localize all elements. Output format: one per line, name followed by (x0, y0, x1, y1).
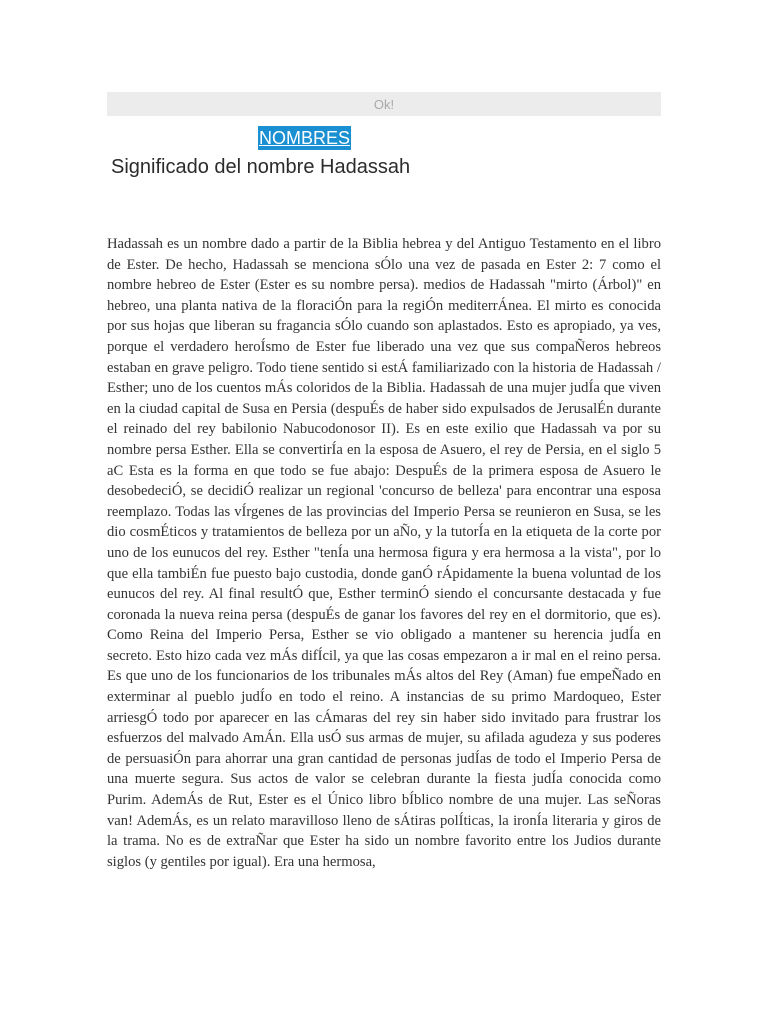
page-title: Significado del nombre Hadassah (111, 156, 411, 178)
ok-button[interactable]: Ok! (373, 96, 395, 112)
ok-banner (107, 92, 661, 116)
category-link-nombres[interactable]: NOMBRES (259, 128, 351, 148)
article-body: Hadassah es un nombre dado a partir de la Biblia hebrea y del Antiguo Testamento en el libro de Ester. De hecho, Hadassah se menciona sÓlo una vez de pasada en Ester 2: 7 como el nombre hebreo de Ester (Ester es su nombre persa). medios de Hadassah "mirto (Árbol)" en hebreo, una planta nativa de la floraciÓn para la regiÓn mediterrÁnea. El mirto es conocida por sus hojas que liberan su fragancia sÓlo cuando son aplastados. Esto es apropiado, ya ves, porque el verdadero heroÍsmo de Ester fue liberado una vez que sus compaÑeros hebreos estaban en grave peligro. Todo tiene sentido si estÁ familiarizado con la historia de Hadassah / Esther; uno de los cuentos mÁs coloridos de la Biblia. Hadassah de una mujer judÍa que viven en la ciudad capital de Susa en Persia (despuÉs de haber sido expulsados de JerusalÉn durante el reinado del rey babilonio Nabucodonosor II). Es en este exilio que Hadassah va por su nombre persa Esther. Ella se convertirÍa en la esposa de Asuero, el rey de Persia, en el siglo 5 aC Esta es la forma en que todo se fue abajo: DespuÉs de la primera esposa de Asuero le desobedeciÓ, se decidiÓ realizar un regional 'concurso de belleza' para encontrar una esposa reemplazo. Todas las vÍrgenes de las provincias del Imperio Persa se reunieron en Susa, se les dio cosmÉticos y tratamientos de belleza por un aÑo, y la tutorÍa en la etiqueta de la corte por uno de los eunucos del rey. Esther "tenÍa una hermosa figura y era hermosa a la vista", por lo que ella tambiÉn fue puesto bajo custodia, donde ganÓ rÁpidamente la buena voluntad de los eunucos del rey. Al final resultÓ que, Esther terminÓ siendo el concursante destacada y fue coronada la nueva reina persa (despuÉs de ganar los favores del rey en el dormitorio, que es). Como Reina del Imperio Persa, Esther se vio obligado a mantener su herencia judÍa en secreto. Esto hizo cada vez mÁs difÍcil, ya que las cosas empezaron a ir mal en el reino persa. Es que uno de los funcionarios de los tribunales mÁs altos del Rey (Aman) fue empeÑado en exterminar al pueblo judÍo en todo el reino. A instancias de su primo Mardoqueo, Ester arriesgÓ todo por aparecer en las cÁmaras del rey sin haber sido invitado para frustrar los esfuerzos del malvado AmÁn. Ella usÓ sus armas de mujer, su afilada agudeza y sus poderes de persuasiÓn para ahorrar una gran cantidad de personas judÍas de todo el Imperio Persa de una muerte segura. Sus actos de valor se celebran durante la fiesta judÍa conocida como Purim. AdemÁs de Rut, Ester es el Único libro bÍblico nombre de una mujer. Las seÑoras van! AdemÁs, es un relato maravilloso lleno de sÁtiras polÍticas, la ironÍa literaria y giros de la trama. No es de extraÑar que Ester ha sido un nombre favorito entre los Judios durante siglos (y gentiles por igual). Era una hermosa, (107, 236, 661, 870)
